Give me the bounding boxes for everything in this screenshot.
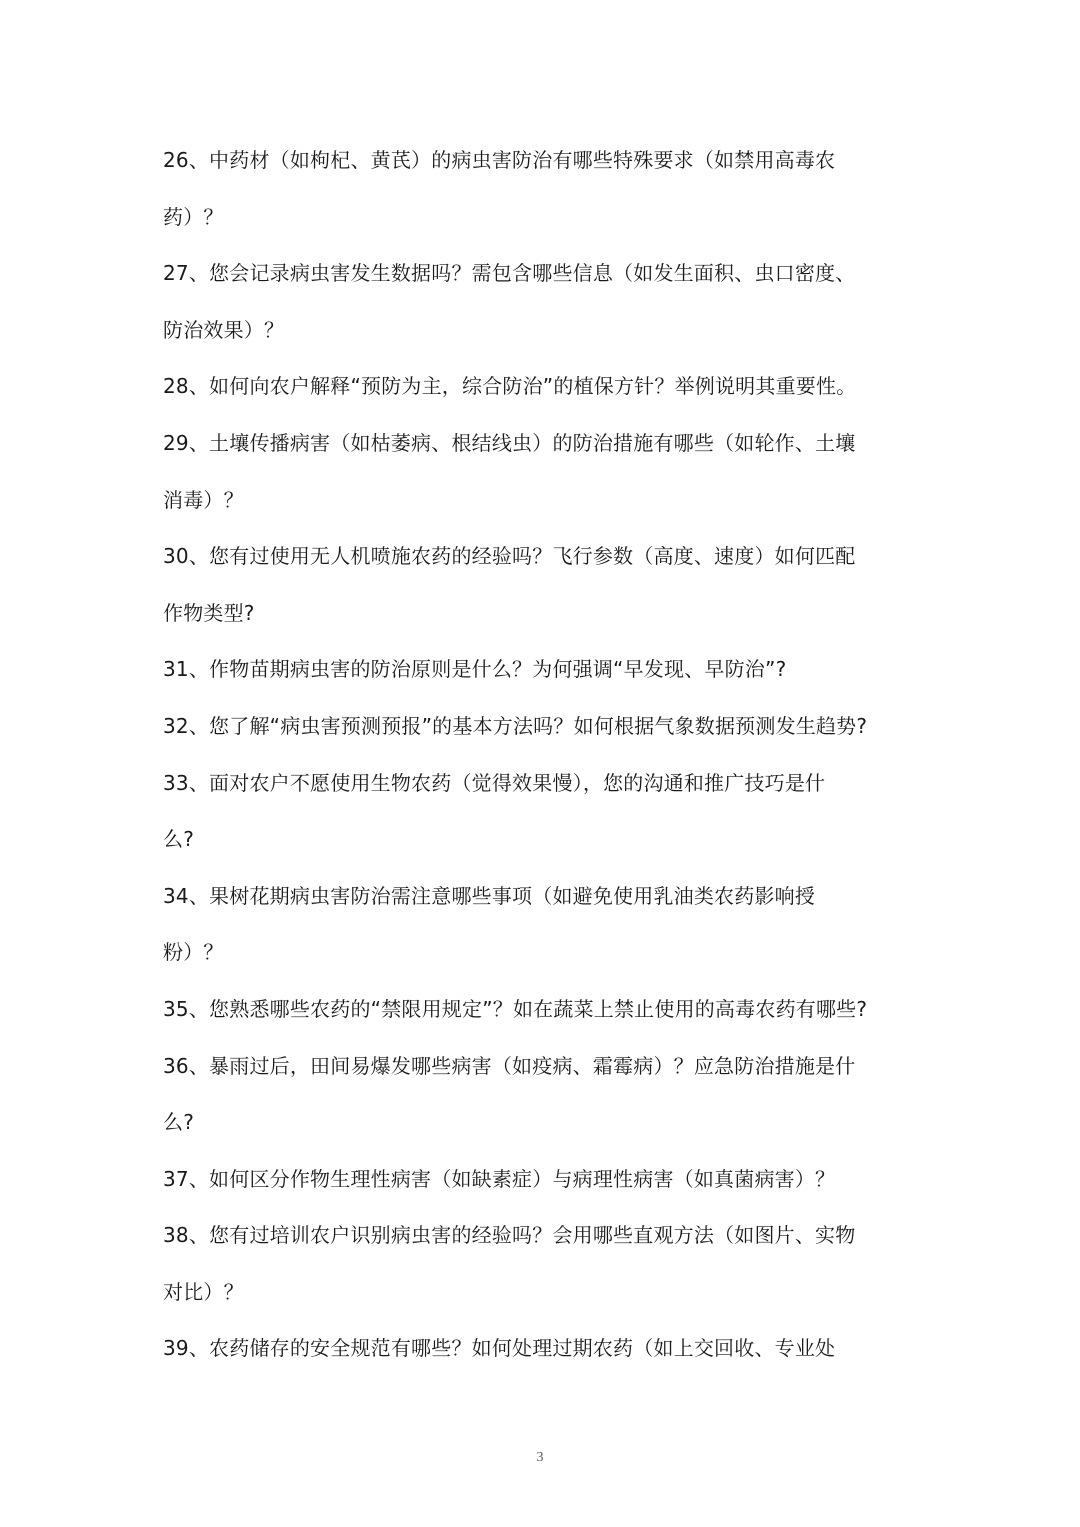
text-line: 28、如何向农户解释“预防为主，综合防治”的植保方针？举例说明其重要性。 bbox=[163, 374, 857, 399]
page-number: 3 bbox=[536, 1450, 544, 1465]
text-line: 34、果树花期病虫害防治需注意哪些事项（如避免使用乳油类农药影响授 bbox=[163, 883, 816, 908]
text-line: 26、中药材（如枸杞、黄芪）的病虫害防治有哪些特殊要求（如禁用高毒农 bbox=[163, 148, 836, 172]
text-line: 31、作物苗期病虫害的防治原则是什么？为何强调“早发现、早防治”? bbox=[163, 657, 787, 682]
question-list bbox=[163, 132, 923, 1377]
text-line: 消毒）？ bbox=[163, 487, 244, 512]
text-line: 么? bbox=[163, 1110, 195, 1135]
text-line: 27、您会记录病虫害发生数据吗？需包含哪些信息（如发生面积、虫口密度、 bbox=[163, 261, 856, 286]
text-line: 39、农药储存的安全规范有哪些？如何处理过期农药（如上交回收、专业处 bbox=[163, 1336, 836, 1361]
text-line: 30、您有过使用无人机喷施农药的经验吗？飞行参数（高度、速度）如何匹配 bbox=[163, 544, 856, 569]
text-line: 防治效果）？ bbox=[163, 317, 285, 342]
text-line: 37、如何区分作物生理性病害（如缺素症）与病理性病害（如真菌病害）？ bbox=[163, 1166, 836, 1191]
text-line: 对比）？ bbox=[163, 1279, 244, 1304]
text-line: 作物类型? bbox=[163, 600, 255, 625]
text-line: 29、土壤传播病害（如枯萎病、根结线虫）的防治措施有哪些（如轮作、土壤 bbox=[163, 430, 856, 455]
text-line: 36、暴雨过后，田间易爆发哪些病害（如疫病、霜霉病）？应急防治措施是什 bbox=[163, 1053, 856, 1078]
text-line: 38、您有过培训农户识别病虫害的经验吗？会用哪些直观方法（如图片、实物 bbox=[163, 1223, 856, 1248]
text-line: 35、您熟悉哪些农药的“禁限用规定”？如在蔬菜上禁止使用的高毒农药有哪些? bbox=[163, 996, 868, 1021]
text-line: 么? bbox=[163, 827, 195, 852]
text-line: 33、面对农户不愿使用生物农药（觉得效果慢），您的沟通和推广技巧是什 bbox=[163, 770, 826, 795]
text-line: 粉）？ bbox=[163, 940, 224, 965]
text-line: 32、您了解“病虫害预测预报”的基本方法吗？如何根据气象数据预测发生趋势? bbox=[163, 713, 868, 738]
text-line: 药）？ bbox=[163, 204, 224, 229]
